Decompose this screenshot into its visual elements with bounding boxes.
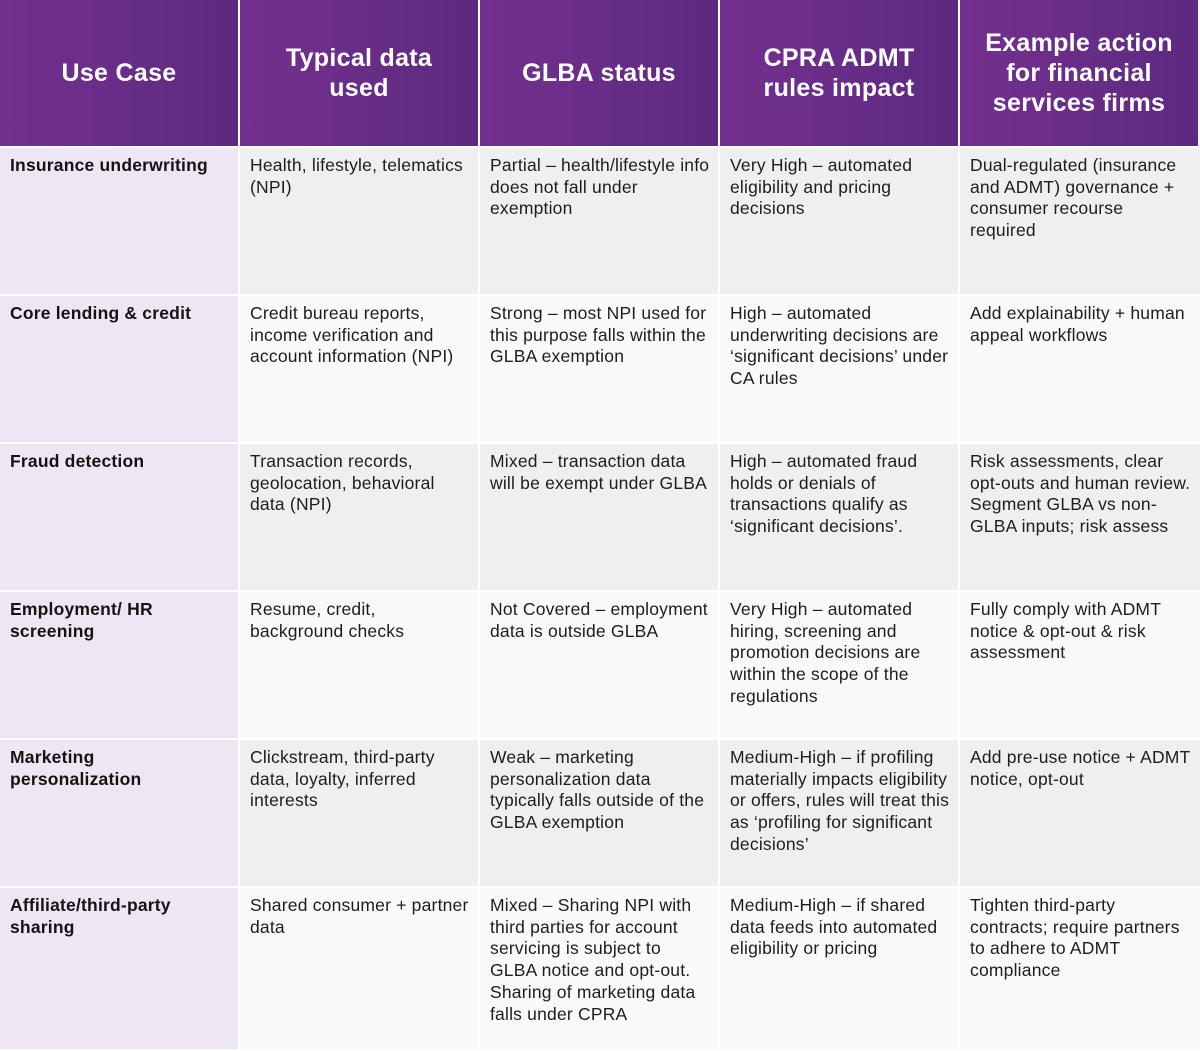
typical-data-cell: Shared consumer + partner data	[240, 888, 480, 1051]
header-example-action: Example action for financial services firms	[960, 0, 1200, 148]
typical-data-cell: Transaction records, geolocation, behavioral data (NPI)	[240, 444, 480, 592]
glba-status-cell: Mixed – Sharing NPI with third parties for account servicing is subject to GLBA notice and opt-out. Sharing of marketing data falls under CPRA	[480, 888, 720, 1051]
glba-status-cell: Strong – most NPI used for this purpose falls within the GLBA exemption	[480, 296, 720, 444]
use-case-cell: Fraud detection	[0, 444, 240, 592]
header-cpra-impact: CPRA ADMT rules impact	[720, 0, 960, 148]
typical-data-cell: Resume, credit, background checks	[240, 592, 480, 740]
cpra-impact-cell: Very High – automated hiring, screening and promotion decisions are within the scope of the regulations	[720, 592, 960, 740]
cpra-impact-cell: High – automated underwriting decisions are ‘significant decisions’ under CA rules	[720, 296, 960, 444]
glba-status-cell: Mixed – transaction data will be exempt under GLBA	[480, 444, 720, 592]
typical-data-cell: Clickstream, third-party data, loyalty, inferred interests	[240, 740, 480, 888]
example-action-cell: Fully comply with ADMT notice & opt-out & risk assessment	[960, 592, 1200, 740]
glba-status-cell: Weak – marketing personalization data typically falls outside of the GLBA exemption	[480, 740, 720, 888]
example-action-cell: Add pre-use notice + ADMT notice, opt-out	[960, 740, 1200, 888]
use-case-cell: Core lending & credit	[0, 296, 240, 444]
use-case-cell: Employment/ HR screening	[0, 592, 240, 740]
cpra-impact-cell: Medium-High – if profiling materially impacts eligibility or offers, rules will treat this as ‘profiling for significant decisions’	[720, 740, 960, 888]
header-glba-status: GLBA status	[480, 0, 720, 148]
header-use-case: Use Case	[0, 0, 240, 148]
use-case-cell: Affiliate/third-party sharing	[0, 888, 240, 1051]
typical-data-cell: Credit bureau reports, income verification and account information (NPI)	[240, 296, 480, 444]
glba-status-cell: Partial – health/lifestyle info does not fall under exemption	[480, 148, 720, 296]
example-action-cell: Tighten third-party contracts; require partners to adhere to ADMT compliance	[960, 888, 1200, 1051]
typical-data-cell: Health, lifestyle, telematics (NPI)	[240, 148, 480, 296]
cpra-impact-cell: Very High – automated eligibility and pricing decisions	[720, 148, 960, 296]
header-typical-data: Typical data used	[240, 0, 480, 148]
cpra-impact-cell: Medium-High – if shared data feeds into automated eligibility or pricing	[720, 888, 960, 1051]
glba-status-cell: Not Covered – employment data is outside GLBA	[480, 592, 720, 740]
example-action-cell: Add explainability + human appeal workflows	[960, 296, 1200, 444]
use-case-cell: Insurance underwriting	[0, 148, 240, 296]
example-action-cell: Risk assessments, clear opt-outs and human review. Segment GLBA vs non-GLBA inputs; risk assess	[960, 444, 1200, 592]
example-action-cell: Dual-regulated (insurance and ADMT) governance + consumer recourse required	[960, 148, 1200, 296]
use-case-cell: Marketing personalization	[0, 740, 240, 888]
cpra-impact-cell: High – automated fraud holds or denials of transactions qualify as ‘significant decisions’.	[720, 444, 960, 592]
